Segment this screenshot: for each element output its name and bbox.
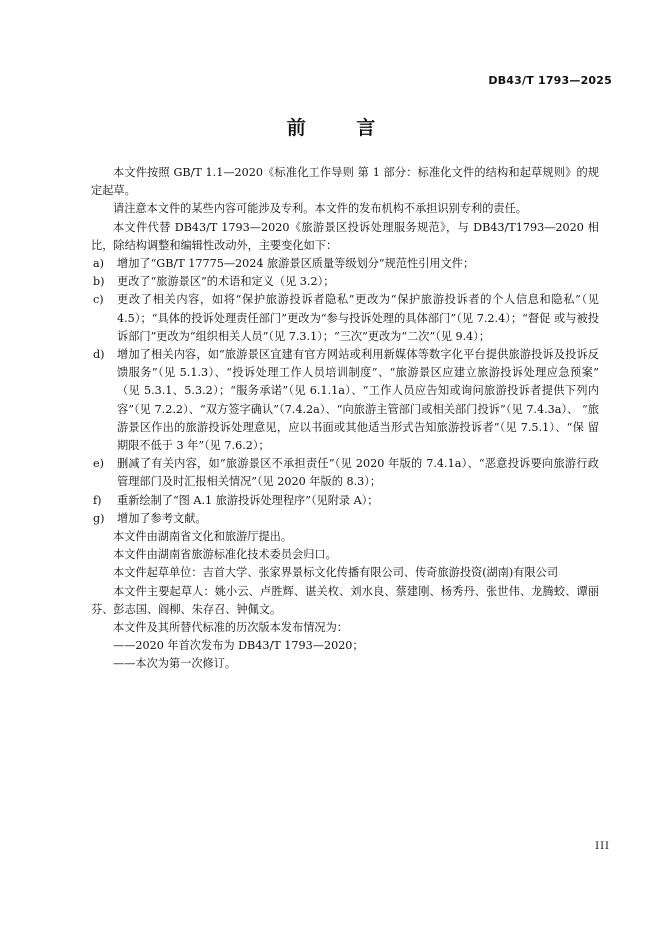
list-item-text: 更改了“旅游景区”的术语和定义（见 3.2）； xyxy=(117,275,335,289)
list-item xyxy=(91,273,599,291)
paragraph-proposer: 本文件由湖南省文化和旅游厅提出。 xyxy=(113,530,293,544)
standard-code: DB43/T 1793—2025 xyxy=(488,74,612,87)
list-item xyxy=(91,455,599,491)
history-item: ——2020 年首次发布为 DB43/T 1793—2020； xyxy=(113,639,364,653)
list-marker: g) xyxy=(93,511,105,525)
paragraph-replacement: 本文件代替 DB43/T 1793—2020《旅游景区投诉处理服务规范》，与 DB43/T1793—2020 相比，除结构调整和编辑性改动外，主要变化如下： xyxy=(91,220,599,252)
history-item: ——本次为第一次修订。 xyxy=(113,657,237,671)
foreword-body xyxy=(91,164,599,674)
list-marker: f) xyxy=(93,493,102,507)
list-marker: c) xyxy=(93,293,104,307)
list-item-text: 增加了“GB/T 17775—2024 旅游景区质量等级划分”规范性引用文件； xyxy=(117,257,475,271)
list-marker: a) xyxy=(93,257,105,271)
list-item xyxy=(91,492,599,510)
list-marker: b) xyxy=(93,275,105,289)
list-item xyxy=(91,346,599,455)
list-item-text: 增加了参考文献。 xyxy=(117,511,207,525)
paragraph-drafting-rules: 本文件按照 GB/T 1.1—2020《标准化工作导则 第 1 部分：标准化文件的结构和起草规则》的规定起草。 xyxy=(91,166,599,198)
paragraph-patent-notice: 请注意本文件的某些内容可能涉及专利。本文件的发布机构不承担识别专利的责任。 xyxy=(113,202,527,216)
paragraph-drafting-units: 本文件起草单位：吉首大学、张家界景标文化传播有限公司、传奇旅游投资(湖南)有限公司 xyxy=(113,566,559,580)
page-number: III xyxy=(595,841,610,852)
list-item xyxy=(91,291,599,346)
list-marker: d) xyxy=(93,348,105,362)
list-item-text: 重新绘制了“图 A.1 旅游投诉处理程序”（见附录 A）； xyxy=(117,493,379,507)
page-title: 前 言 xyxy=(286,117,398,139)
paragraph-history-intro: 本文件及其所替代标准的历次版本发布情况为： xyxy=(113,621,348,635)
list-item xyxy=(91,255,599,273)
changes-list xyxy=(91,255,599,528)
paragraph-committee: 本文件由湖南省旅游标准化技术委员会归口。 xyxy=(113,548,337,562)
list-item-text: 更改了相关内容，如将“保护旅游投诉者隐私”更改为“保护旅游投诉者的个人信息和隐私”（见 4.5）；“具体的投诉处理责任部门”更改为“参与投诉处理的具体部门”（见 7.2.4）；“督促 或与被投诉部门”更改为“组织相关人员”（见 7.3.1）；“三次”更改为“二次”（见 9.4）； xyxy=(117,293,599,343)
paragraph-drafters: 本文件主要起草人：姚小云、卢胜辉、谌关枚、刘水良、蔡建刚、杨秀丹、张世伟、龙腾蛟、谭丽芬、彭志国、阎柳、朱存召、钟佩文。 xyxy=(91,584,599,616)
list-item-text: 删减了有关内容，如“旅游景区不承担责任”（见 2020 年版的 7.4.1a）、“恶意投诉要向旅游行政管理部门及时汇报相关情况”（见 2020 年版的 8.3）； xyxy=(117,457,599,489)
list-item xyxy=(91,510,599,528)
list-item-text: 增加了相关内容，如“旅游景区宜建有官方网站或利用新媒体等数字化平台提供旅游投诉及投诉反馈服务”（见 5.1.3）、“投诉处理工作人员培训制度”、“旅游景区应建立旅游投诉处理应急预案” （见 5.3.1、5.3.2）；“服务承诺”（见 6.1.1a）、“工作人员应告知或询问旅游投诉者提供下列内 容”（见 7.2.2）、“双方签字确认”（7.4.2a）、“向旅游主管部门或相关部门投诉”（见 7.4.3a）、 “旅游景区作出的旅游投诉处理意见，应以书面或其他适当形式告知旅游投诉者”（见 7.5.1）、“保 留期限不低于 3 年”（见 7.6.2）； xyxy=(117,348,599,453)
list-marker: e) xyxy=(93,457,104,471)
